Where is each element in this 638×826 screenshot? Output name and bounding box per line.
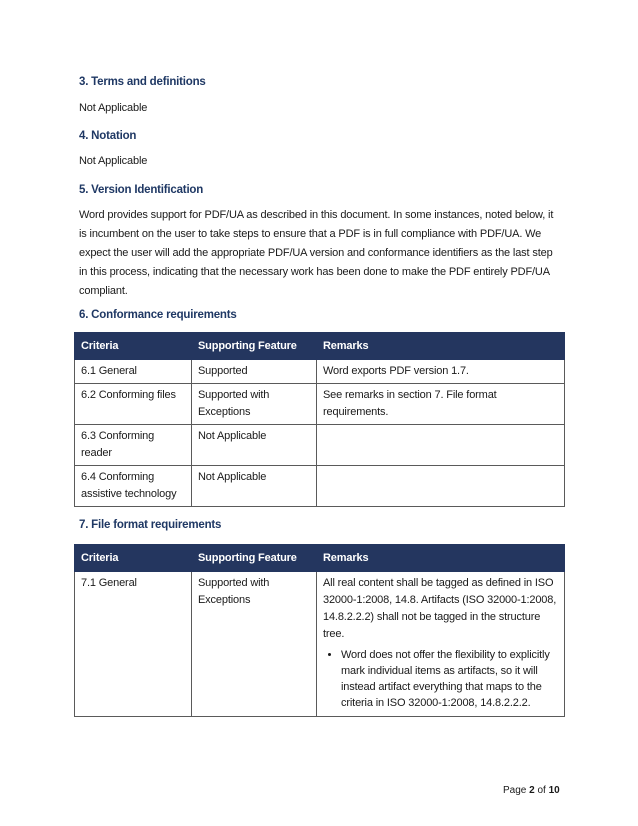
feature-cell: Supported with Exceptions	[192, 572, 317, 717]
column-header-criteria: Criteria	[75, 333, 192, 360]
table-row	[75, 466, 565, 507]
conformance-requirements-table	[74, 332, 565, 507]
criteria-cell: 6.1 General	[75, 360, 192, 384]
remarks-cell	[317, 425, 565, 466]
criteria-cell: 7.1 General	[75, 572, 192, 717]
remarks-bullet-item: • Word does not offer the flexibility to explicitly mark individual items as artifacts, so it will instead artifact everything that maps to the criteria in ISO 32000-1:2008, 14.8.2.2.2.	[341, 647, 558, 711]
remarks-cell	[317, 572, 565, 717]
section-5-heading: 5. Version Identification	[79, 184, 204, 196]
section-5-body: Word provides support for PDF/UA as described in this document. In some instances, noted below, it is incumbent on the user to take steps to ensure that a PDF is in full compliance with PDF/UA. We expect the user will add the appropriate PDF/UA version and conformance identifiers as the last step in this process, indicating that the necessary work has been done to make the PDF entirely PDF/UA compliant.	[79, 209, 554, 297]
page-footer	[503, 785, 560, 796]
page-label: Page	[503, 785, 527, 796]
remarks-bullet-list	[323, 647, 558, 711]
feature-cell: Not Applicable	[192, 425, 317, 466]
feature-cell: Supported	[192, 360, 317, 384]
feature-cell: Supported with Exceptions	[192, 384, 317, 425]
column-header-supporting-feature: Supporting Feature	[192, 545, 317, 572]
section-4-heading: 4. Notation	[79, 130, 137, 142]
criteria-cell: 6.3 Conforming reader	[75, 425, 192, 466]
of-label: of	[537, 785, 546, 796]
criteria-cell: 6.2 Conforming files	[75, 384, 192, 425]
table-header-row	[75, 545, 565, 572]
file-format-requirements-table	[74, 544, 565, 717]
table-header-row	[75, 333, 565, 360]
section-3-body: Not Applicable	[79, 102, 148, 114]
table-row	[75, 384, 565, 425]
feature-cell: Not Applicable	[192, 466, 317, 507]
column-header-supporting-feature: Supporting Feature	[192, 333, 317, 360]
remarks-cell: See remarks in section 7. File format requirements.	[317, 384, 565, 425]
table-row	[75, 425, 565, 466]
total-pages-number: 10	[548, 785, 560, 796]
column-header-criteria: Criteria	[75, 545, 192, 572]
table-row	[75, 572, 565, 717]
table-row	[75, 360, 565, 384]
criteria-cell: 6.4 Conforming assistive technology	[75, 466, 192, 507]
column-header-remarks: Remarks	[317, 333, 565, 360]
remarks-cell	[317, 466, 565, 507]
remarks-text: All real content shall be tagged as defined in ISO 32000-1:2008, 14.8. Artifacts (ISO 32000-1:2008, 14.8.2.2.2) shall not be tagged in the structure tree.	[323, 577, 557, 640]
current-page-number: 2	[529, 785, 535, 796]
section-4-body: Not Applicable	[79, 155, 148, 167]
section-6-heading: 6. Conformance requirements	[79, 309, 237, 321]
remarks-cell: Word exports PDF version 1.7.	[317, 360, 565, 384]
section-7-heading: 7. File format requirements	[79, 519, 222, 531]
column-header-remarks: Remarks	[317, 545, 565, 572]
section-3-heading: 3. Terms and definitions	[79, 76, 206, 88]
